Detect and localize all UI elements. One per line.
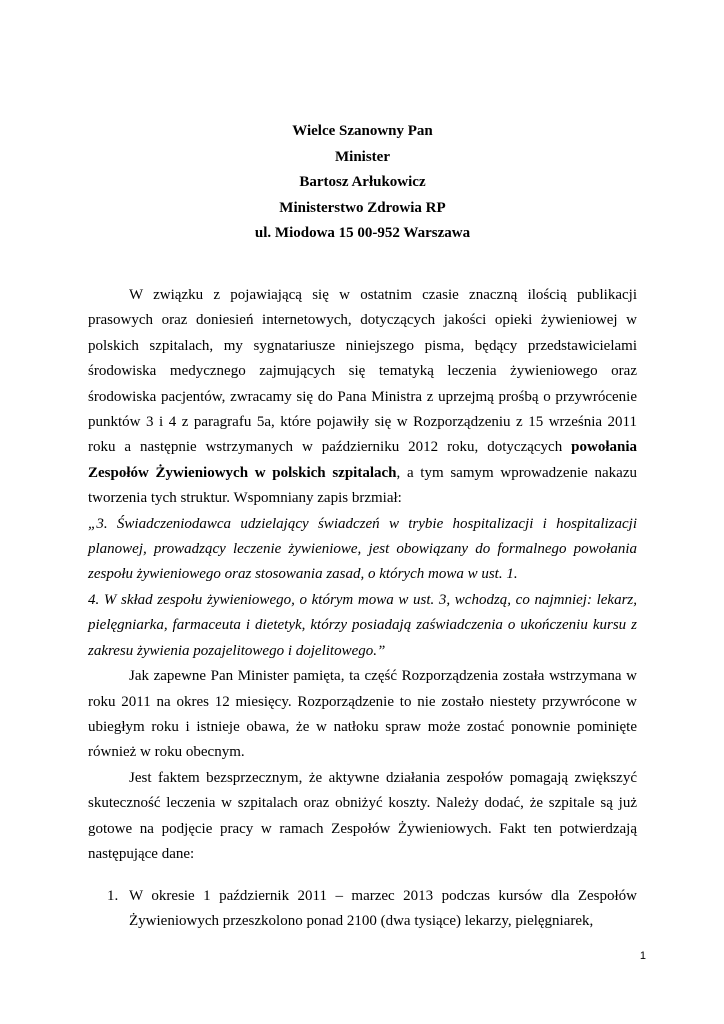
addressee-title: Minister [335, 148, 390, 165]
paragraph-intro-text: W związku z pojawiającą się w ostatnim czasie znaczną ilością publikacji prasowych oraz doniesień internetowych, dotyczących jakości opieki żywieniowej w polskich szpitalach, my sygnatariusze niniejszego pisma, będący przedstawicielami środowiska medycznego zajmujących się tematyką leczenia żywieniowego oraz środowiska pacjentów, zwracamy się do Pana Ministra z uprzejmą prośbą o przywrócenie punktów 3 i 4 z paragrafu 5a, które pojawiły się w Rozporządzeniu z 15 września 2011 roku a następnie wstrzymanych w październiku 2012 roku, dotyczących [88, 287, 637, 456]
paragraph-intro-continuation: , a tym samym wprowadzenie nakazu tworzenia tych struktur. Wspomniany zapis brzmiał: [88, 464, 637, 507]
page-number: 1 [639, 950, 646, 962]
list-item-number: 1. [107, 888, 119, 904]
paragraph-regulation: Jak zapewne Pan Minister pamięta, ta część Rozporządzenia została wstrzymana w roku 2011 na okres 12 miesięcy. Rozporządzenie to nie zostało niestety przywrócone w ubiegłym roku i istnieje obawa, że w natłoku spraw może zostać ponownie pominięte również w roku obecnym. [88, 668, 637, 761]
addressee-name: Bartosz Arłukowicz [299, 174, 426, 190]
paragraph-facts: Jest faktem bezsprzecznym, że aktywne działania zespołów pomagają zwiększyć skuteczność leczenia w szpitalach oraz obniżyć koszty. Należy dodać, że szpitale są już gotowe na podjęcie pracy w ramach Zespołów Żywieniowych. Fakt ten potwierdzają następujące dane: [88, 769, 637, 862]
list-item [88, 884, 637, 935]
addressee-salutation: Wielce Szanowny Pan [292, 123, 433, 139]
addressee-institution: Ministerstwo Zdrowia RP [279, 199, 446, 216]
quote-point-4: 4. W skład zespołu żywieniowego, o którym mowa w ust. 3, wchodzą, co najmniej: lekarz, pielęgniarka, farmaceuta i dietetyk, którzy posiadają zaświadczenia o ukończeniu kursu z zakresu żywienia pozajelitowego i dojelitowego.” [88, 591, 637, 659]
paragraph-intro [88, 283, 637, 512]
numbered-list [88, 884, 637, 935]
quote-point-3: „3. Świadczeniodawca udzielający świadczeń w trybie hospitalizacji i hospitalizacji planowej, prowadzący leczenie żywieniowe, jest obowiązany do formalnego powołania zespołu żywieniowego oraz stosowania zasad, o których mowa w ust. 1. [88, 515, 637, 583]
letter-body [88, 283, 637, 867]
list-item-text: W okresie 1 październik 2011 – marzec 2013 podczas kursów dla Zespołów Żywieniowych przeszkolono ponad 2100 (dwa tysiące) lekarzy, pielęgniarek, [129, 888, 637, 930]
addressee-address: ul. Miodowa 15 00-952 Warszawa [254, 225, 471, 241]
addressee-block [90, 119, 635, 247]
paragraph-intro-emphasis: powołania Zespołów Żywieniowych w polskich szpitalach [88, 439, 637, 481]
